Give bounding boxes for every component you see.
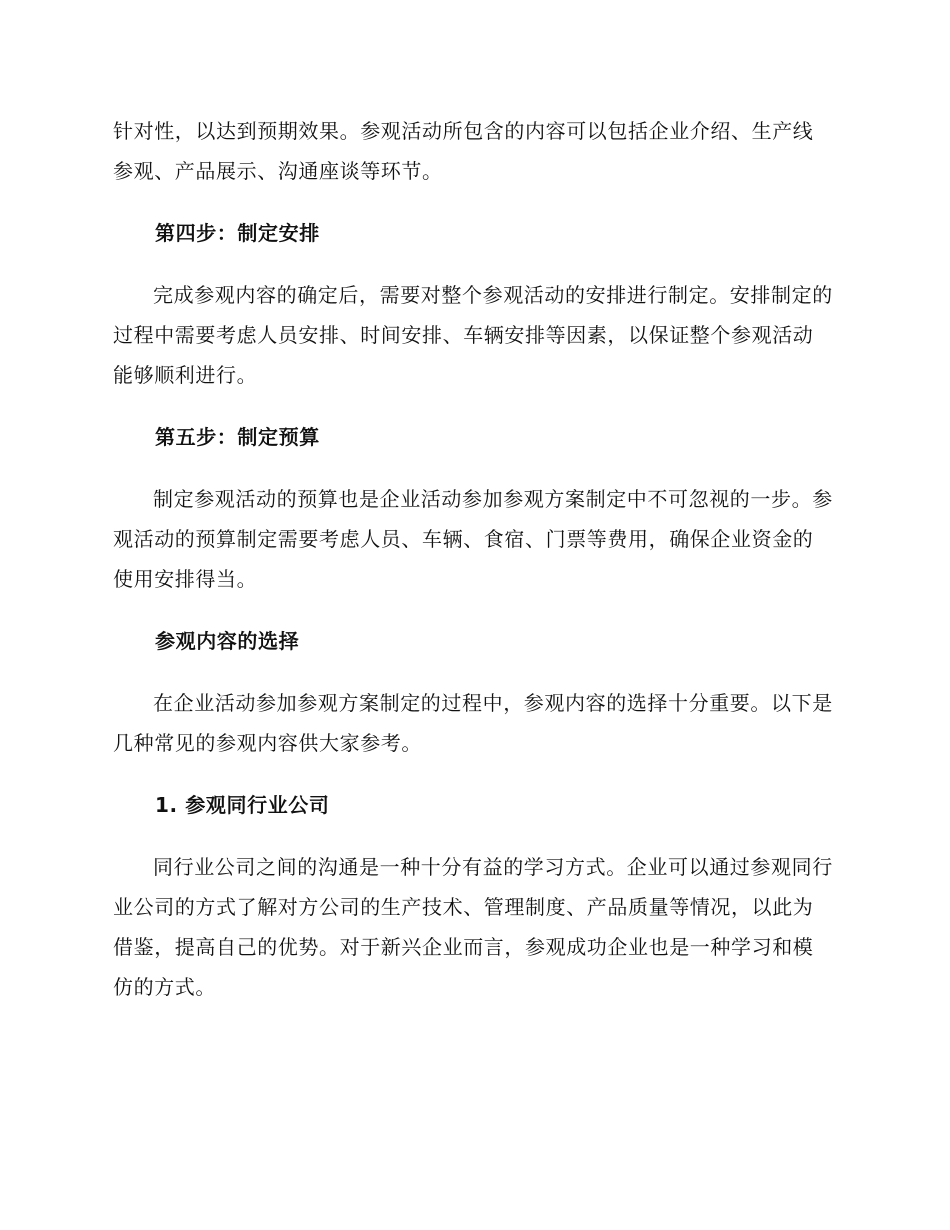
paragraph-budget: 制定参观活动的预算也是企业活动参加参观方案制定中不可忽视的一步。参观活动的预算制定需要考虑人员、车辆、食宿、门票等费用，确保企业资金的使用安排得当。 [113,487,833,591]
paragraph-arrangement: 完成参观内容的确定后，需要对整个参观活动的安排进行制定。安排制定的过程中需要考虑人员安排、时间安排、车辆安排等因素，以保证整个参观活动能够顺利进行。 [113,283,833,387]
paragraph-content-choice: 在企业活动参加参观方案制定的过程中，参观内容的选择十分重要。以下是几种常见的参观内容供大家参考。 [113,691,833,755]
document-body [113,111,833,1007]
section-heading-content-choice: 参观内容的选择 [155,629,300,653]
section-heading-step-five: 第五步：制定预算 [155,425,320,449]
paragraph-continuation: 针对性，以达到预期效果。参观活动所包含的内容可以包括企业介绍、生产线参观、产品展示、沟通座谈等环节。 [113,119,814,183]
paragraph-same-industry: 同行业公司之间的沟通是一种十分有益的学习方式。企业可以通过参观同行业公司的方式了解对方公司的生产技术、管理制度、产品质量等情况，以此为借鉴，提高自己的优势。对于新兴企业而言，参观成功企业也是一种学习和模仿的方式。 [113,855,833,999]
section-heading-same-industry: 1. 参观同行业公司 [155,793,330,817]
section-heading-step-four: 第四步：制定安排 [155,221,320,245]
